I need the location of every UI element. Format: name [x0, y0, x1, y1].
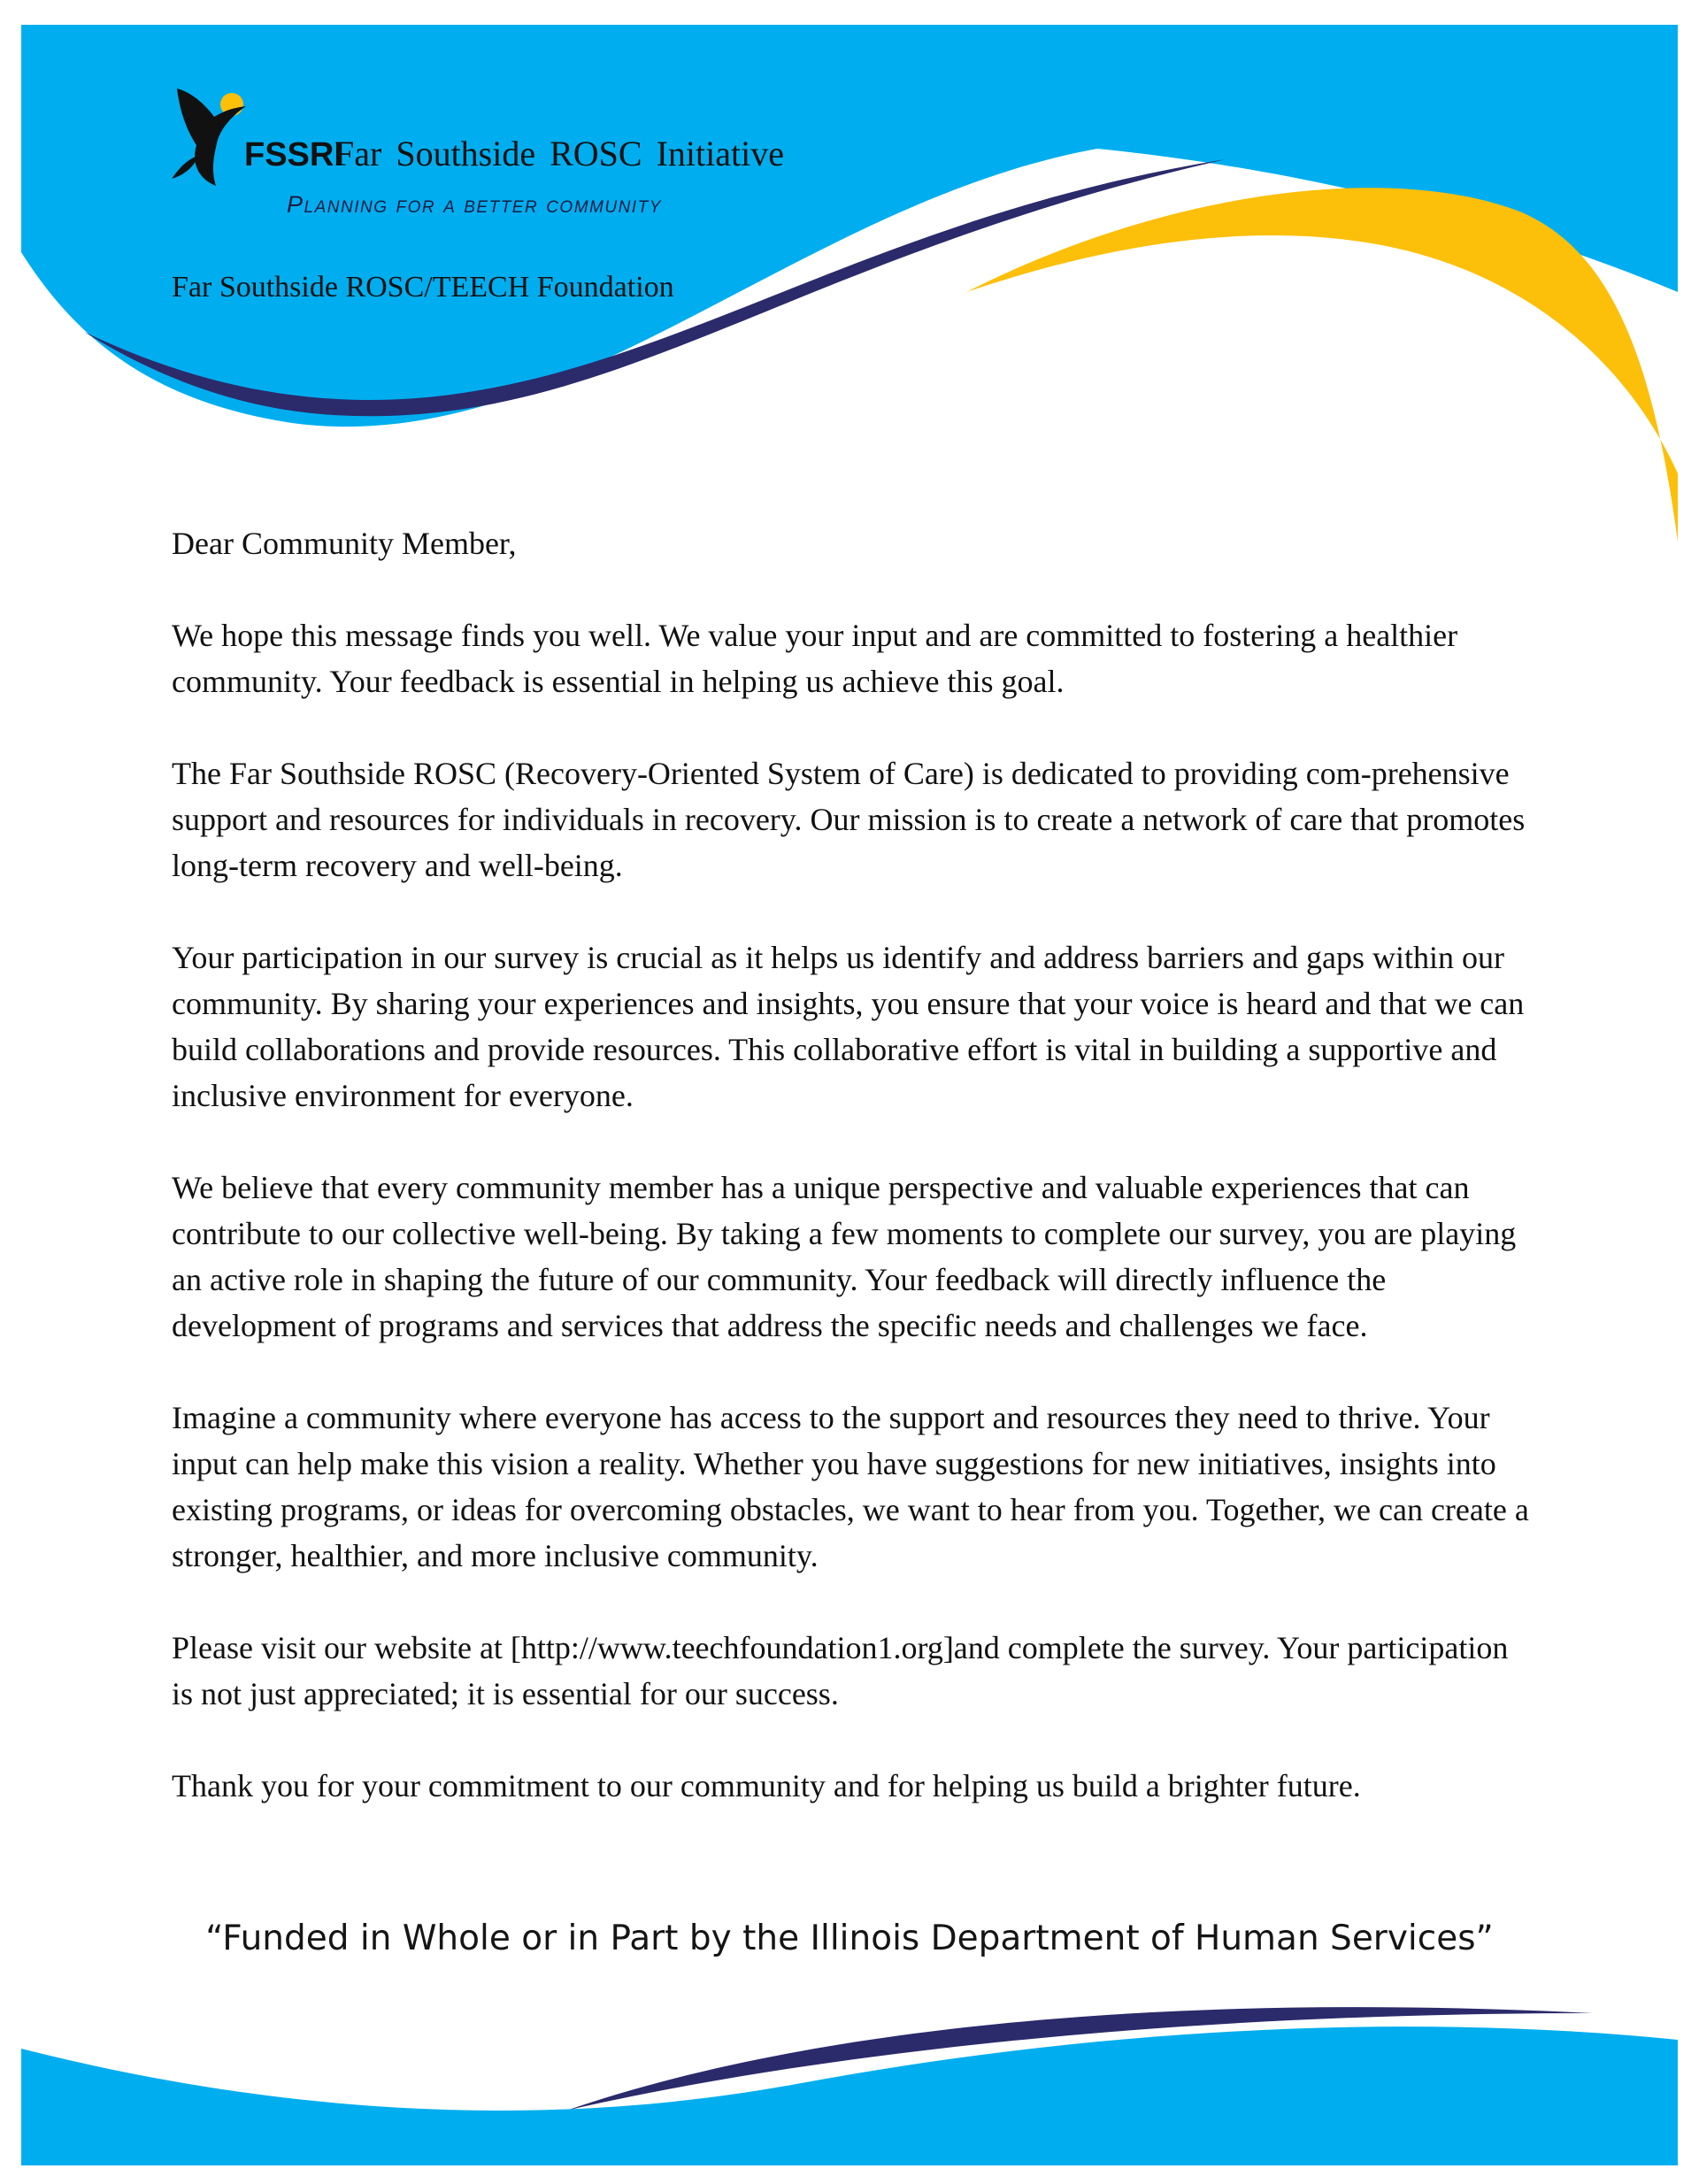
letter-paragraph: We believe that every community member has a unique perspective and valuable experiences that can contribute to our collective well-being. By taking a few moments to complete our survey, you are playing an active role in shaping the future of our community. Your feedback will directly influence the development of programs and services that address the specific needs and challenges we face. [172, 1170, 1517, 1343]
letter-paragraph: The Far Southside ROSC (Recovery-Oriented System of Care) is dedicated to providing com-prehensive support and resources for individuals in recovery. Our mission is to create a network of care that promotes long-term recovery and well-being. [172, 756, 1526, 883]
logo-abbreviation: FSSRI [244, 136, 343, 173]
letter-paragraph: Your participation in our survey is crucial as it helps us identify and address barriers and gaps within our community. By sharing your experiences and insights, you ensure that your voice is heard and that we can build collaborations and provide resources. This collaborative effort is vital in building a supportive and inclusive environment for everyone. [172, 940, 1525, 1113]
letter-paragraph: We hope this message finds you well. We value your input and are committed to fostering a healthier community. Your feedback is essential in helping us achieve this goal. [172, 618, 1458, 699]
footer-swoosh-graphic [0, 1978, 1699, 2184]
letter-body [172, 520, 1534, 1809]
letter-paragraph: Please visit our website at [http://www.teechfoundation1.org]and complete the survey. Your participation is not just appreciated; it is essential for our success. [172, 1630, 1509, 1711]
letter-closing: Thank you for your commitment to our community and for helping us build a brighter future. [172, 1768, 1361, 1803]
foundation-name: Far Southside ROSC/TEECH Foundation [172, 271, 674, 304]
letter-salutation: Dear Community Member, [172, 526, 517, 561]
letter-paragraph: Imagine a community where everyone has access to the support and resources they need to thrive. Your input can help make this vision a reality. Whether you have suggestions for new initiatives, insights into existing programs, or ideas for overcoming obstacles, we want to hear from you. Together, we can create a stronger, healthier, and more inclusive community. [172, 1400, 1529, 1573]
logo-tagline: Planning for a better community [287, 191, 662, 218]
funding-statement: “Funded in Whole or in Part by the Illinois Department of Human Services” [205, 1919, 1494, 1958]
logo-organization-name: Far Southside ROSC Initiative [334, 134, 784, 173]
organization-logo [172, 81, 809, 232]
